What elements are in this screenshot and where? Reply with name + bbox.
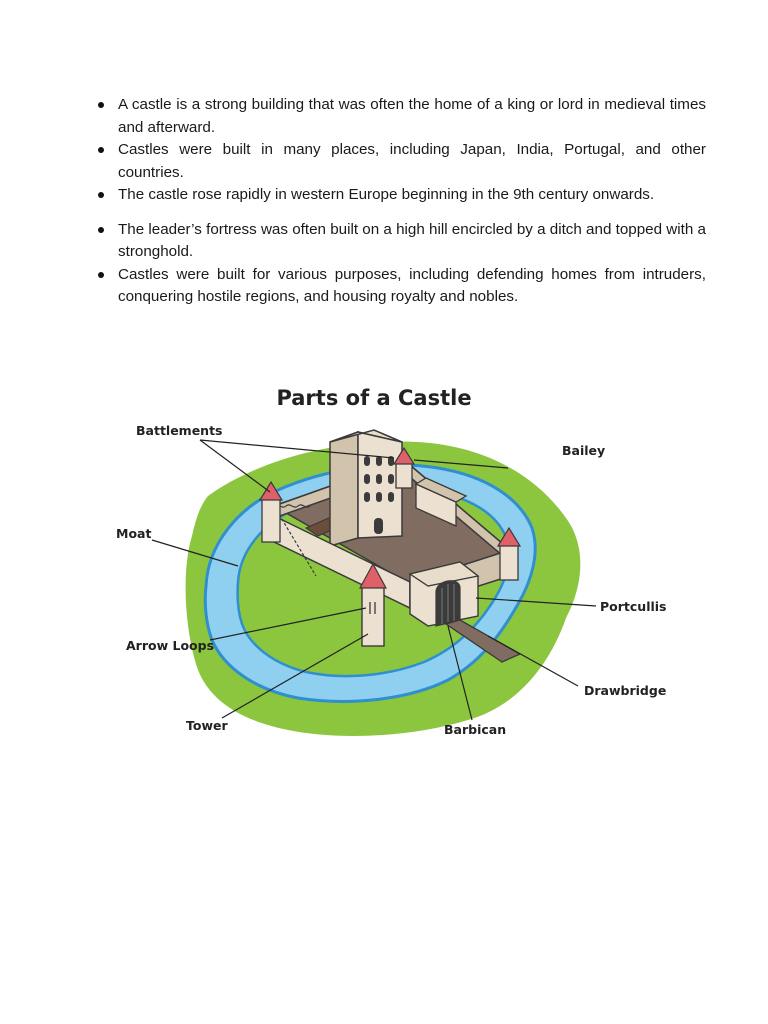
label-tower: Tower (186, 718, 228, 733)
label-bailey: Bailey (562, 443, 606, 458)
fact-list (96, 94, 706, 309)
label-barbican: Barbican (444, 722, 507, 737)
label-portcullis: Portcullis (600, 599, 667, 614)
castle-diagram (88, 368, 672, 752)
label-moat: Moat (116, 526, 152, 541)
barbican (410, 562, 478, 626)
list-item: Castles were built in many places, including Japan, India, Portugal, and other countries. (96, 139, 706, 184)
label-drawbridge: Drawbridge (584, 683, 667, 698)
diagram-title: Parts of a Castle (276, 386, 472, 410)
list-item: The leader’s fortress was often built on a high hill encircled by a ditch and topped with a stronghold. (96, 219, 706, 264)
label-battlements: Battlements (136, 423, 223, 438)
list-item: A castle is a strong building that was often the home of a king or lord in medieval times and afterward. (96, 94, 706, 139)
keep (330, 430, 402, 546)
list-item: Castles were built for various purposes, including defending homes from intruders, conquering hostile regions, and housing royalty and nobles. (96, 264, 706, 309)
label-arrow-loops: Arrow Loops (126, 638, 215, 653)
castle-illustration (88, 368, 672, 752)
list-item: The castle rose rapidly in western Europe beginning in the 9th century onwards. (96, 184, 706, 207)
